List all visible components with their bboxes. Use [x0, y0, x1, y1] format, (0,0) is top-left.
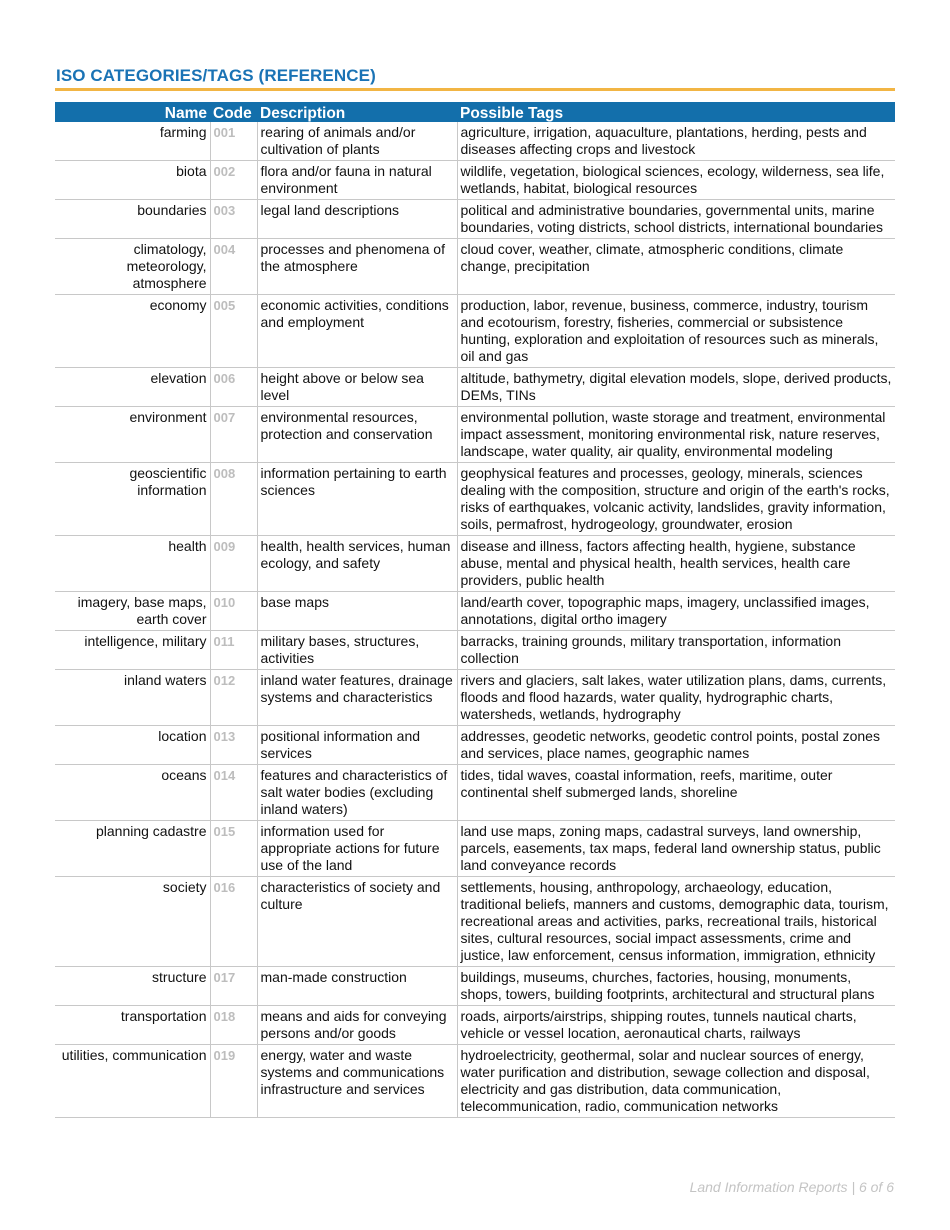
page-title: ISO CATEGORIES/TAGS (REFERENCE) — [56, 66, 376, 85]
category-tags: wildlife, vegetation, biological sciences, ecology, wilderness, sea life, wetlands, habitat, biological resources — [457, 161, 895, 200]
category-description: characteristics of society and culture — [257, 877, 457, 967]
category-code: 010 — [210, 592, 257, 631]
table-row — [55, 821, 895, 877]
table-row — [55, 463, 895, 536]
table-row — [55, 407, 895, 463]
category-description: man-made construction — [257, 967, 457, 1006]
category-tags: settlements, housing, anthropology, archaeology, education, traditional beliefs, manners and customs, demographic data, tourism, recreational areas and activities, parks, recreational trails, historical sites, cultural resources, social impact assessments, crime and justice, law enforcement, census information, immigration, ethnicity — [457, 877, 895, 967]
table-body — [55, 122, 895, 1118]
category-tags: addresses, geodetic networks, geodetic control points, postal zones and services, place names, geographic names — [457, 726, 895, 765]
category-tags: land/earth cover, topographic maps, imagery, unclassified images, annotations, digital ortho imagery — [457, 592, 895, 631]
category-code: 001 — [210, 122, 257, 161]
category-tags: rivers and glaciers, salt lakes, water utilization plans, dams, currents, floods and flood hazards, water quality, hydrographic charts, watersheds, wetlands, hydrography — [457, 670, 895, 726]
table-header — [55, 102, 895, 122]
category-tags: agriculture, irrigation, aquaculture, plantations, herding, pests and diseases affecting crops and livestock — [457, 122, 895, 161]
category-name: elevation — [55, 368, 210, 407]
category-description: information pertaining to earth sciences — [257, 463, 457, 536]
category-tags: political and administrative boundaries, governmental units, marine boundaries, voting districts, school districts, international boundaries — [457, 200, 895, 239]
category-name: climatology, meteorology, atmosphere — [55, 239, 210, 295]
category-description: base maps — [257, 592, 457, 631]
category-tags: land use maps, zoning maps, cadastral surveys, land ownership, parcels, easements, tax maps, federal land ownership status, public land conveyance records — [457, 821, 895, 877]
category-name: inland waters — [55, 670, 210, 726]
title-rule — [55, 88, 895, 91]
category-description: flora and/or fauna in natural environment — [257, 161, 457, 200]
category-description: features and characteristics of salt water bodies (excluding inland waters) — [257, 765, 457, 821]
table-row — [55, 368, 895, 407]
category-tags: hydroelectricity, geothermal, solar and nuclear sources of energy, water purification and distribution, sewage collection and disposal, electricity and gas distribution, data communication, telecommunication, radio, communication networks — [457, 1045, 895, 1118]
table-row — [55, 765, 895, 821]
category-tags: geophysical features and processes, geology, minerals, sciences dealing with the composition, structure and origin of the earth's rocks, risks of earthquakes, volcanic activity, landslides, gravity information, soils, permafrost, hydrogeology, groundwater, erosion — [457, 463, 895, 536]
category-code: 005 — [210, 295, 257, 368]
category-description: positional information and services — [257, 726, 457, 765]
category-name: utilities, communication — [55, 1045, 210, 1118]
table-row — [55, 592, 895, 631]
category-description: environmental resources, protection and conservation — [257, 407, 457, 463]
category-description: means and aids for conveying persons and/or goods — [257, 1006, 457, 1045]
category-tags: disease and illness, factors affecting health, hygiene, substance abuse, mental and physical health, health services, health care providers, public health — [457, 536, 895, 592]
category-code: 017 — [210, 967, 257, 1006]
iso-categories-table — [55, 102, 895, 1118]
header-name: Name — [55, 102, 210, 122]
category-description: inland water features, drainage systems and characteristics — [257, 670, 457, 726]
category-tags: roads, airports/airstrips, shipping routes, tunnels nautical charts, vehicle or vessel location, aeronautical charts, railways — [457, 1006, 895, 1045]
header-description: Description — [257, 102, 457, 122]
category-code: 007 — [210, 407, 257, 463]
category-description: legal land descriptions — [257, 200, 457, 239]
category-code: 019 — [210, 1045, 257, 1118]
category-tags: barracks, training grounds, military transportation, information collection — [457, 631, 895, 670]
category-name: health — [55, 536, 210, 592]
category-description: height above or below sea level — [257, 368, 457, 407]
category-name: society — [55, 877, 210, 967]
table-row — [55, 295, 895, 368]
category-name: farming — [55, 122, 210, 161]
category-name: transportation — [55, 1006, 210, 1045]
category-code: 003 — [210, 200, 257, 239]
category-code: 016 — [210, 877, 257, 967]
category-name: geoscientific information — [55, 463, 210, 536]
category-name: oceans — [55, 765, 210, 821]
category-tags: production, labor, revenue, business, commerce, industry, tourism and ecotourism, forestry, fisheries, commercial or subsistence hunting, exploration and exploitation of resources such as minerals, oil and gas — [457, 295, 895, 368]
category-name: planning cadastre — [55, 821, 210, 877]
category-name: economy — [55, 295, 210, 368]
category-code: 011 — [210, 631, 257, 670]
table-row — [55, 122, 895, 161]
category-name: boundaries — [55, 200, 210, 239]
category-code: 012 — [210, 670, 257, 726]
category-code: 008 — [210, 463, 257, 536]
table-row — [55, 1045, 895, 1118]
category-code: 018 — [210, 1006, 257, 1045]
category-description: processes and phenomena of the atmosphere — [257, 239, 457, 295]
category-tags: cloud cover, weather, climate, atmospheric conditions, climate change, precipitation — [457, 239, 895, 295]
category-name: structure — [55, 967, 210, 1006]
category-description: information used for appropriate actions for future use of the land — [257, 821, 457, 877]
table-row — [55, 536, 895, 592]
page-footer: Land Information Reports | 6 of 6 — [689, 1179, 894, 1195]
table-row — [55, 239, 895, 295]
category-description: rearing of animals and/or cultivation of plants — [257, 122, 457, 161]
category-tags: buildings, museums, churches, factories, housing, monuments, shops, towers, building footprints, architectural and structural plans — [457, 967, 895, 1006]
header-code: Code — [210, 102, 257, 122]
header-possible-tags: Possible Tags — [457, 102, 895, 122]
table-row — [55, 670, 895, 726]
category-name: imagery, base maps, earth cover — [55, 592, 210, 631]
category-description: health, health services, human ecology, and safety — [257, 536, 457, 592]
table-row — [55, 631, 895, 670]
category-code: 015 — [210, 821, 257, 877]
table-row — [55, 1006, 895, 1045]
category-tags: environmental pollution, waste storage and treatment, environmental impact assessment, monitoring environmental risk, nature reserves, landscape, water quality, air quality, environmental modeling — [457, 407, 895, 463]
table-row — [55, 877, 895, 967]
category-description: energy, water and waste systems and communications infrastructure and services — [257, 1045, 457, 1118]
table-row — [55, 967, 895, 1006]
table-row — [55, 200, 895, 239]
category-code: 013 — [210, 726, 257, 765]
category-code: 004 — [210, 239, 257, 295]
category-code: 009 — [210, 536, 257, 592]
category-tags: altitude, bathymetry, digital elevation models, slope, derived products, DEMs, TINs — [457, 368, 895, 407]
category-tags: tides, tidal waves, coastal information, reefs, maritime, outer continental shelf submerged lands, shoreline — [457, 765, 895, 821]
table-row — [55, 161, 895, 200]
category-description: economic activities, conditions and employment — [257, 295, 457, 368]
category-name: environment — [55, 407, 210, 463]
category-name: intelligence, military — [55, 631, 210, 670]
table-row — [55, 726, 895, 765]
category-name: location — [55, 726, 210, 765]
category-code: 006 — [210, 368, 257, 407]
category-name: biota — [55, 161, 210, 200]
category-code: 002 — [210, 161, 257, 200]
category-code: 014 — [210, 765, 257, 821]
category-description: military bases, structures, activities — [257, 631, 457, 670]
